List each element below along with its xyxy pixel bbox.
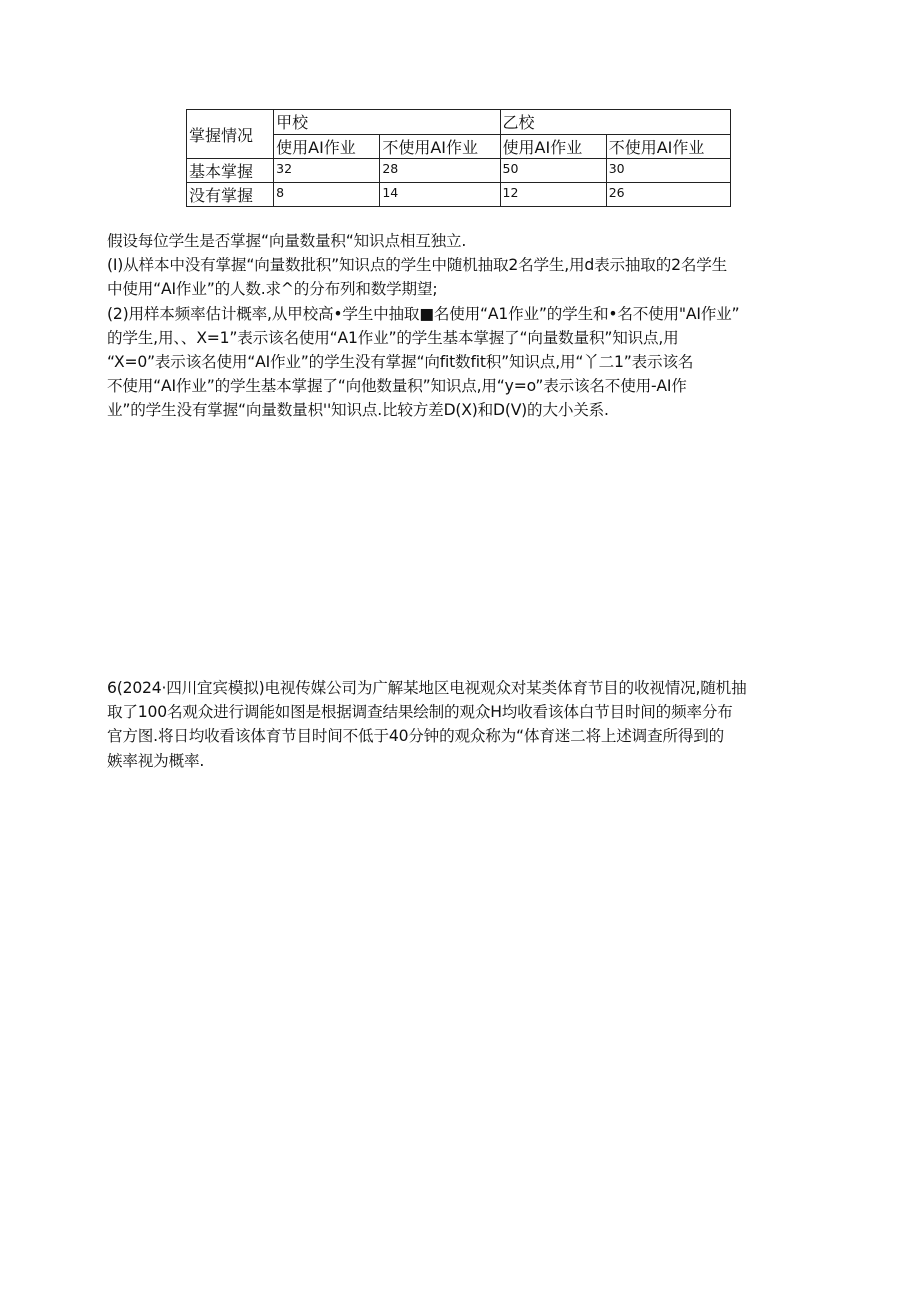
text-line: 中使用“AI作业”的人数.求^的分布列和数学期望; xyxy=(107,280,438,299)
corner-header: 掌握情况 xyxy=(187,110,274,159)
sub-header: 不使用AI作业 xyxy=(606,135,730,159)
table-cell: 8 xyxy=(274,183,380,207)
school-jia-header: 甲校 xyxy=(274,110,500,135)
table-cell: 14 xyxy=(380,183,500,207)
text-line: 假设每位学生是否掌握“向量数量积“知识点相互独立. xyxy=(107,232,467,250)
table-row xyxy=(187,159,731,183)
table-cell: 12 xyxy=(500,183,606,207)
table-cell: 50 xyxy=(500,159,606,183)
table-cell: 28 xyxy=(380,159,500,183)
text-line: 取了100名观众进行调能如图是根据调查结果绘制的观众H均收看该体白节目时间的频率分布 xyxy=(107,703,733,722)
text-line: (I)从样本中没有掌握“向量数批积”知识点的学生中随机抽取2名学生,用d表示抽取的2名学生 xyxy=(107,256,727,275)
sub-header: 使用AI作业 xyxy=(274,135,380,159)
row-label: 基本掌握 xyxy=(187,159,274,183)
table-cell: 30 xyxy=(606,159,730,183)
text-line: “X=0”表示该名使用“AI作业”的学生没有掌握“向fit数fit积”知识点,用“丫二1”表示该名 xyxy=(107,353,694,372)
mastery-table xyxy=(186,109,731,207)
school-yi-header: 乙校 xyxy=(500,110,730,135)
text-line: (2)用样本频率估计概率,从甲校高•学生中抽取■名使用“A1作业”的学生和•名不使用"AI作业” xyxy=(107,304,740,323)
table-header-row xyxy=(187,110,731,135)
text-line: 官方图.将日均收看该体育节目时间不低于40分钟的观众称为“体育迷二将上述调查所得到的 xyxy=(107,727,725,746)
row-label: 没有掌握 xyxy=(187,183,274,207)
text-line: 的学生,用、、X=1”表示该名使用“A1作业”的学生基本掌握了“向量数量积”知识点,用 xyxy=(107,328,679,347)
sub-header: 不使用AI作业 xyxy=(380,135,500,159)
text-line: 6(2024·四川宜宾模拟)电视传媒公司为广解某地区电视观众对某类体育节目的收视情况,随机抽 xyxy=(107,679,747,697)
sub-header: 使用AI作业 xyxy=(500,135,606,159)
table-cell: 32 xyxy=(274,159,380,183)
table-row xyxy=(187,183,731,207)
question-5-text xyxy=(107,229,817,423)
text-line: 嫉率视为概率. xyxy=(107,751,205,770)
text-line: 业”的学生没有掌握“向量数量枳''知识点.比较方差D(X)和D(V)的大小关系. xyxy=(107,401,609,420)
question-6-text xyxy=(107,676,817,773)
text-line: 不使用“AI作业”的学生基本掌握了“向他数量积”知识点,用“y=o”表示该名不使用-AI作 xyxy=(107,377,687,396)
table-cell: 26 xyxy=(606,183,730,207)
